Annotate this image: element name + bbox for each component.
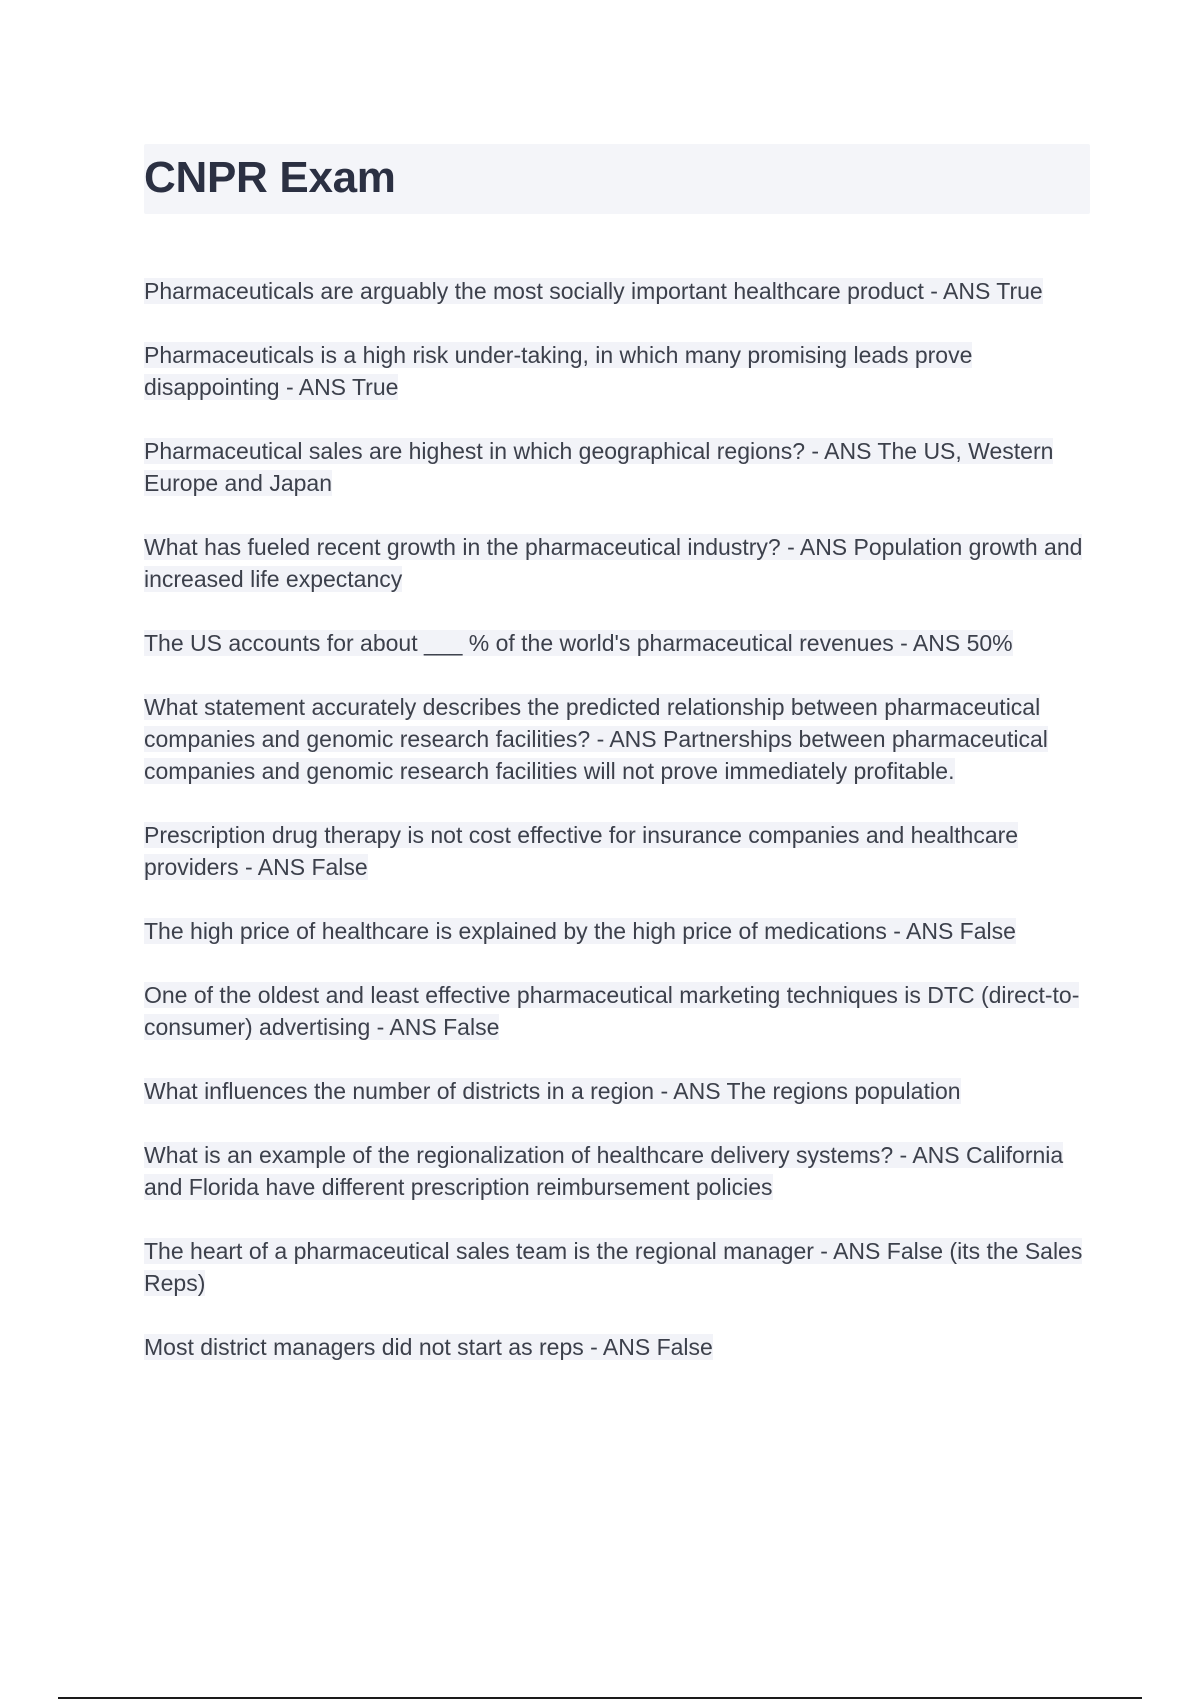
qa-text: The US accounts for about ___ % of the world's pharmaceutical revenues - ANS 50%: [144, 630, 1013, 656]
qa-item: [144, 275, 1090, 307]
qa-text: The heart of a pharmaceutical sales team is the regional manager - ANS False (its the Sales Reps): [144, 1238, 1083, 1296]
qa-item: [144, 691, 1090, 787]
qa-text: What is an example of the regionalization of healthcare delivery systems? - ANS California and Florida have different prescription reimbursement policies: [144, 1142, 1064, 1200]
qa-item: [144, 435, 1090, 499]
qa-item: [144, 1331, 1090, 1363]
qa-item: [144, 627, 1090, 659]
qa-text: Pharmaceutical sales are highest in which geographical regions? - ANS The US, Western Europe and Japan: [144, 438, 1054, 496]
qa-item: [144, 339, 1090, 403]
qa-text: What influences the number of districts in a region - ANS The regions population: [144, 1078, 961, 1104]
qa-text: What statement accurately describes the predicted relationship between pharmaceutical companies and genomic research facilities? - ANS Partnerships between pharmaceutical companies and genomic research facilities will not prove immediately profitable.: [144, 694, 1048, 784]
qa-item: [144, 979, 1090, 1043]
qa-text: What has fueled recent growth in the pharmaceutical industry? - ANS Population growth and increased life expectancy: [144, 534, 1083, 592]
qa-item: [144, 1075, 1090, 1107]
footer-divider: [58, 1697, 1142, 1699]
qa-text: Prescription drug therapy is not cost effective for insurance companies and healthcare providers - ANS False: [144, 822, 1019, 880]
qa-item: [144, 915, 1090, 947]
qa-item: [144, 1235, 1090, 1299]
page-title: CNPR Exam: [144, 153, 396, 202]
qa-text: Pharmaceuticals are arguably the most socially important healthcare product - ANS True: [144, 278, 1043, 304]
qa-item: [144, 1139, 1090, 1203]
qa-text: Most district managers did not start as reps - ANS False: [144, 1334, 713, 1360]
title-banner: [144, 144, 1090, 214]
qa-text: One of the oldest and least effective pharmaceutical marketing techniques is DTC (direct-to-consumer) advertising - ANS False: [144, 982, 1080, 1040]
qa-text: Pharmaceuticals is a high risk under-taking, in which many promising leads prove disappointing - ANS True: [144, 342, 973, 400]
qa-item: [144, 531, 1090, 595]
qa-text: The high price of healthcare is explained by the high price of medications - ANS False: [144, 918, 1016, 944]
qa-item: [144, 819, 1090, 883]
qa-list: [144, 275, 1090, 1395]
